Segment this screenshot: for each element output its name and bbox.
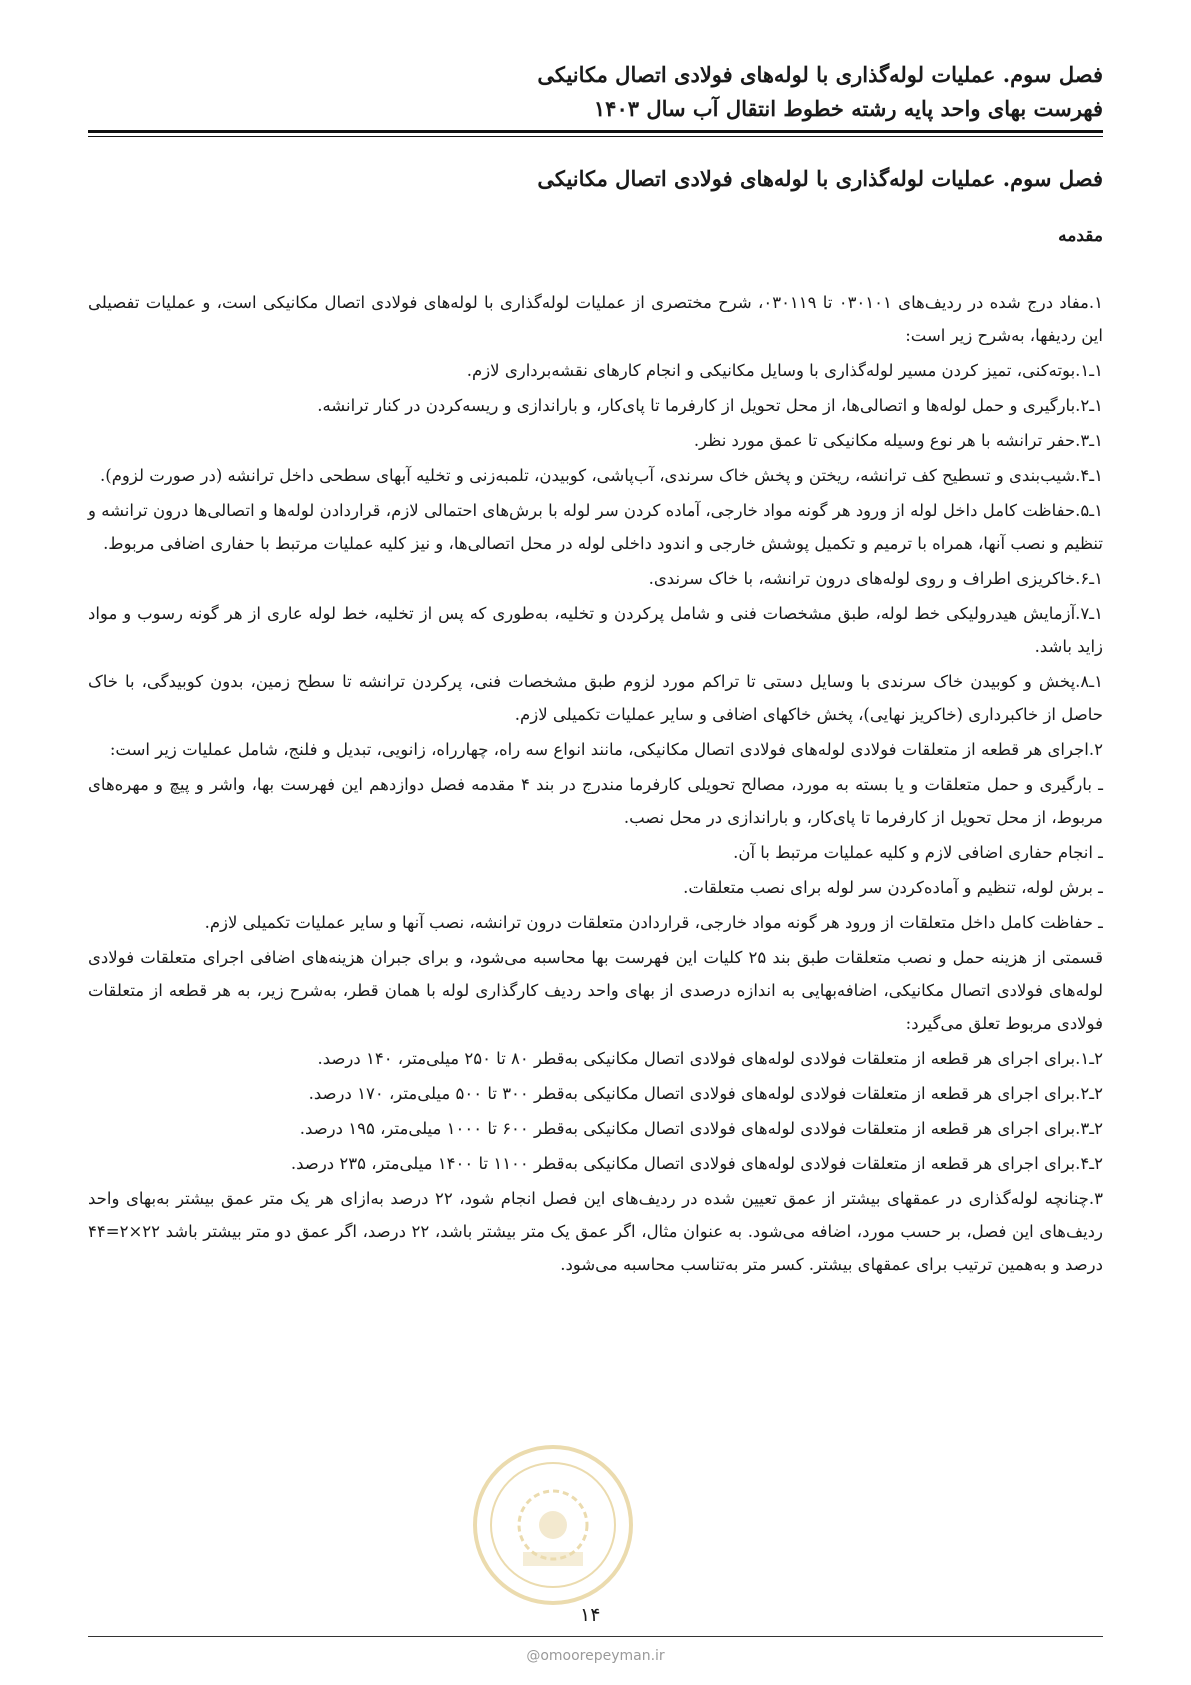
paragraph: ۲ـ۳.برای اجرای هر قطعه از متعلقات فولادی لوله‌های فولادی اتصال مکانیکی به‌قطر ۶۰۰ تا ۱۰۰۰ میلی‌متر، ۱۹۵ درصد. (299, 1119, 1103, 1138)
paragraph: ۱ـ۱.بوته‌کنی، تمیز کردن مسیر لوله‌گذاری با وسایل مکانیکی و انجام کارهای نقشه‌برداری لازم. (466, 361, 1103, 380)
paragraph: ۱ـ۲.بارگیری و حمل لوله‌ها و اتصالی‌ها، از محل تحویل از کارفرما تا پای‌کار، و باراندازی و ریسه‌کردن در کنار ترانشه. (317, 396, 1103, 415)
paragraph: ۱ـ۴.شیب‌بندی و تسطیح کف ترانشه، ریختن و پخش خاک سرندی، آب‌پاشی، کوبیدن، تلمبه‌زنی و تخلیه آبهای سطحی داخل ترانشه (در صورت لزوم). (100, 466, 1103, 485)
header-chapter-line: فصل سوم. عملیات لوله‌گذاری با لوله‌های فولادی اتصال مکانیکی (537, 62, 1103, 87)
paragraph: ۲ـ۲.برای اجرای هر قطعه از متعلقات فولادی لوله‌های فولادی اتصال مکانیکی به‌قطر ۳۰۰ تا ۵۰۰ میلی‌متر، ۱۷۰ درصد. (308, 1084, 1103, 1103)
chapter-title: فصل سوم. عملیات لوله‌گذاری با لوله‌های فولادی اتصال مکانیکی (537, 166, 1103, 191)
paragraph: ۲ـ۱.برای اجرای هر قطعه از متعلقات فولادی لوله‌های فولادی اتصال مکانیکی به‌قطر ۸۰ تا ۲۵۰ میلی‌متر، ۱۴۰ درصد. (317, 1049, 1103, 1068)
paragraph: ۱.مفاد درج شده در ردیف‌های ۰۳۰۱۰۱ تا ۰۳۰۱۱۹، شرح مختصری از عملیات لوله‌گذاری با لوله‌های فولادی اتصال مکانیکی است، و عملیات تفصیلی این ردیفها، به‌شرح زیر است: (88, 293, 1103, 345)
paragraph: ۲.اجرای هر قطعه از متعلقات فولادی لوله‌های فولادی اتصال مکانیکی، مانند انواع سه راه، چهارراه، زانویی، تبدیل و فلنج، شامل عملیات زیر است: (109, 740, 1103, 759)
header-catalog-line: فهرست بهای واحد پایه رشته خطوط انتقال آب سال ۱۴۰۳ (593, 96, 1103, 121)
footer-rule (88, 1636, 1103, 1637)
paragraph: ۱ـ۳.حفر ترانشه با هر نوع وسیله مکانیکی تا عمق مورد نظر. (693, 431, 1103, 450)
paragraph: قسمتی از هزینه حمل و نصب متعلقات طبق بند ۲۵ کلیات این فهرست بها محاسبه می‌شود، و برای جبران هزینه‌های اضافی اجرای متعلقات فولادی لوله‌های فولادی اتصال مکانیکی، اضافه‌بهایی به اندازه درصدی از بهای واحد ردیف کارگذاری لوله با همان قطر، به‌شرح زیر، به هر قطعه از متعلقات فولادی مربوط تعلق می‌گیرد: (88, 948, 1103, 1033)
paragraph: ۱ـ۸.پخش و کوبیدن خاک سرندی با وسایل دستی تا تراکم مورد لزوم طبق مشخصات فنی، پرکردن ترانشه تا سطح زمین، بدون کوبیدگی، با خاک حاصل از خاکبرداری (خاکریز نهایی)، پخش خاکهای اضافی و سایر عملیات تکمیلی لازم. (88, 672, 1103, 724)
header-rule-thin (88, 136, 1103, 137)
watermark-logo (468, 1440, 638, 1610)
page-number: ۱۴ (580, 1604, 601, 1626)
section-title: مقدمه (1058, 226, 1103, 246)
paragraph: ۱ـ۵.حفاظت کامل داخل لوله از ورود هر گونه مواد خارجی، آماده کردن سر لوله با برش‌های احتمالی لازم، قراردادن لوله‌ها و اتصالی‌ها درون ترانشه و تنظیم و نصب آنها، همراه با ترمیم و تکمیل پوشش خارجی و اندود داخلی لوله در محل اتصالی‌ها، و نیز کلیه عملیات مرتبط با حفاری اضافی مربوط. (88, 501, 1103, 553)
paragraph: ـ حفاظت کامل داخل متعلقات از ورود هر گونه مواد خارجی، قراردادن متعلقات درون ترانشه، نصب آنها و سایر عملیات تکمیلی لازم. (204, 913, 1103, 932)
paragraph: ـ بارگیری و حمل متعلقات و یا بسته به مورد، مصالح تحویلی کارفرما مندرج در بند ۴ مقدمه فصل دوازدهم این فهرست بها، واشر و پیچ و مهره‌های مربوط، از محل تحویل از کارفرما تا پای‌کار، و باراندازی در محل نصب. (88, 775, 1103, 827)
header-rule-thick (88, 130, 1103, 133)
paragraph: ۳.چنانچه لوله‌گذاری در عمقهای بیشتر از عمق تعیین شده در ردیف‌های این فصل انجام شود، ۲۲ درصد به‌ازای هر یک متر عمق بیشتر به‌بهای واحد ردیف‌های این فصل، بر حسب مورد، اضافه می‌شود. به عنوان مثال، اگر عمق یک متر بیشتر باشد، ۲۲ درصد، اگر عمق دو متر بیشتر باشد ۲۲×۲=۴۴ درصد و به‌همین ترتیب برای عمقهای بیشتر. کسر متر به‌تناسب محاسبه می‌شود. (88, 1189, 1103, 1274)
footer-site: @omoorepeyman.ir (526, 1648, 665, 1664)
paragraph: ۱ـ۶.خاکریزی اطراف و روی لوله‌های درون ترانشه، با خاک سرندی. (648, 569, 1103, 588)
paragraph: ۲ـ۴.برای اجرای هر قطعه از متعلقات فولادی لوله‌های فولادی اتصال مکانیکی به‌قطر ۱۱۰۰ تا ۱۴۰۰ میلی‌متر، ۲۳۵ درصد. (290, 1154, 1103, 1173)
page-header (88, 58, 1103, 126)
paragraph: ۱ـ۷.آزمایش هیدرولیکی خط لوله، طبق مشخصات فنی و شامل پرکردن و تخلیه، به‌طوری که پس از تخلیه، خط لوله عاری از هر گونه رسوب و مواد زاید باشد. (88, 604, 1103, 656)
paragraph: ـ برش لوله، تنظیم و آماده‌کردن سر لوله برای نصب متعلقات. (683, 878, 1103, 897)
body-text (88, 286, 1103, 1283)
paragraph: ـ انجام حفاری اضافی لازم و کلیه عملیات مرتبط با آن. (733, 843, 1103, 862)
